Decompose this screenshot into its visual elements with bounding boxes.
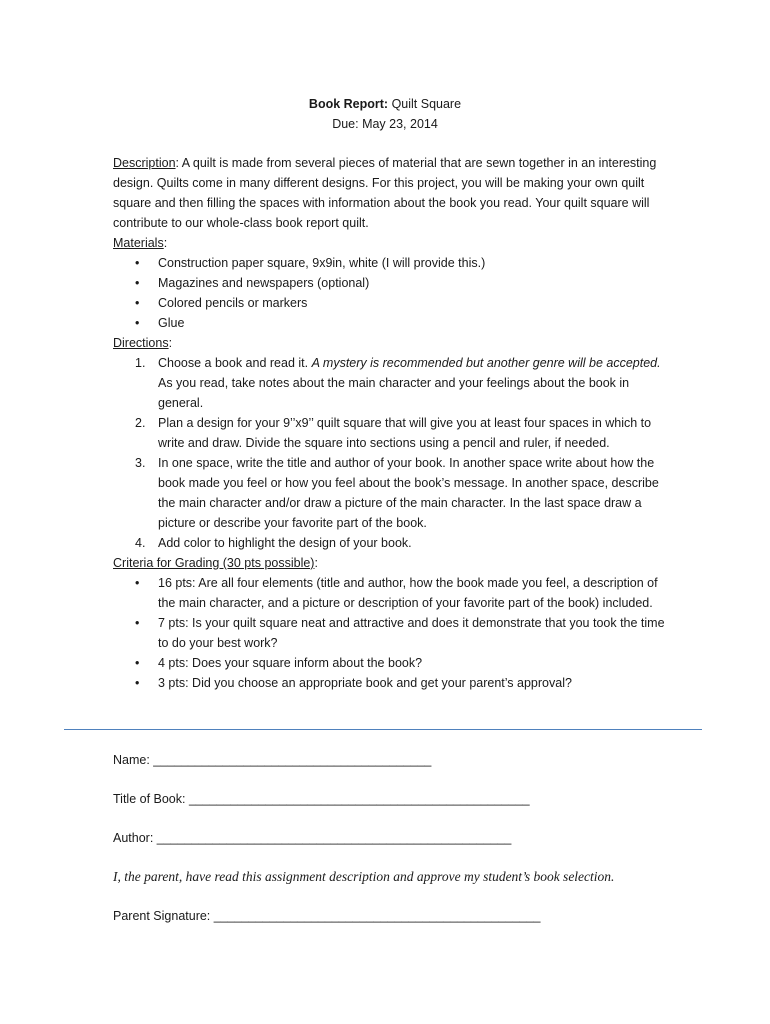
list-item [113, 413, 673, 453]
bullet-icon: • [135, 256, 140, 270]
description-label: Description [113, 156, 176, 170]
report-title-label: Book Report: [308, 97, 389, 111]
description-paragraph [113, 153, 673, 233]
list-item [113, 453, 673, 533]
list-item-text: Construction paper square, 9x9in, white (I will provide this.) [158, 256, 486, 270]
book-title-field[interactable]: Title of Book: _________________________________________________ [113, 792, 530, 806]
bullet-icon: • [135, 276, 140, 290]
list-item-text: Glue [158, 316, 185, 330]
bullet-icon: • [135, 656, 140, 670]
list-item-text: 4 pts: Does your square inform about the book? [158, 656, 423, 670]
name-field[interactable]: Name: ________________________________________ [113, 753, 432, 767]
header [0, 94, 770, 134]
materials-label: Materials [113, 236, 164, 250]
parent-signature-field[interactable]: Parent Signature: _______________________________________________ [113, 909, 541, 923]
bullet-icon: • [135, 316, 140, 330]
list-item-text: 7 pts: Is your quilt square neat and attractive and does it demonstrate that you took the time to do your best work? [158, 616, 665, 650]
report-title-text: Quilt Square [388, 97, 462, 111]
list-item [113, 293, 673, 313]
criteria-label: Criteria for Grading (30 pts possible) [113, 556, 315, 570]
step-number: 4. [135, 536, 146, 550]
list-item [113, 653, 673, 673]
step-italic-text: A mystery is recommended but another genre will be accepted. [311, 356, 661, 370]
list-item-text: Colored pencils or markers [158, 296, 308, 310]
step-number: 3. [135, 456, 146, 470]
list-item [113, 673, 673, 693]
materials-list [113, 253, 673, 333]
directions-label: Directions [113, 336, 169, 350]
list-item [113, 313, 673, 333]
bullet-icon: • [135, 576, 140, 590]
step-text: Plan a design for your 9’’x9’’ quilt square that will give you at least four spaces in which to write and draw. Divide the square into sections using a pencil and ruler, if needed. [158, 416, 652, 450]
bullet-icon: • [135, 296, 140, 310]
list-item-text: Magazines and newspapers (optional) [158, 276, 370, 290]
description-text: : A quilt is made from several pieces of material that are sewn together in an interesting design. Quilts come in many different designs. For this project, you will be making your own quilt square and then filling the spaces with information about the book you read. Your quilt square will contribute to our whole-class book report quilt. [113, 156, 657, 230]
step-text: Choose a book and read it. [158, 356, 312, 370]
list-item [113, 253, 673, 273]
list-item [113, 573, 673, 613]
list-item [113, 533, 673, 553]
list-item [113, 613, 673, 653]
step-text-continued: As you read, take notes about the main character and your feelings about the book in general. [158, 376, 630, 410]
signoff-form [113, 750, 693, 945]
list-item-text: 3 pts: Did you choose an appropriate book and get your parent’s approval? [158, 676, 572, 690]
parent-statement: I, the parent, have read this assignment description and approve my student’s book selection. [113, 869, 615, 884]
step-text: In one space, write the title and author of your book. In another space write about how the book made you feel or how you feel about the book’s message. In another space, describe the main character and/or draw a picture of the main character. In the last space draw a picture or describe your favorite part of the book. [158, 456, 659, 530]
report-title [0, 94, 770, 114]
criteria-heading: Criteria for Grading (30 pts possible): [113, 556, 318, 570]
due-date: Due: May 23, 2014 [332, 117, 438, 131]
section-divider [64, 729, 702, 730]
directions-list [113, 353, 673, 553]
bullet-icon: • [135, 616, 140, 630]
criteria-list [113, 573, 673, 693]
author-field[interactable]: Author: ___________________________________________________ [113, 831, 512, 845]
list-item [113, 273, 673, 293]
list-item-text: 16 pts: Are all four elements (title and author, how the book made you feel, a description of the main character, and a picture or description of your favorite part of the book) included. [158, 576, 658, 610]
directions-heading: Directions: [113, 336, 173, 350]
step-number: 2. [135, 416, 146, 430]
step-number: 1. [135, 356, 146, 370]
bullet-icon: • [135, 676, 140, 690]
materials-heading: Materials: [113, 236, 168, 250]
list-item [113, 353, 673, 413]
assignment-content [113, 153, 673, 693]
step-text: Add color to highlight the design of your book. [158, 536, 412, 550]
